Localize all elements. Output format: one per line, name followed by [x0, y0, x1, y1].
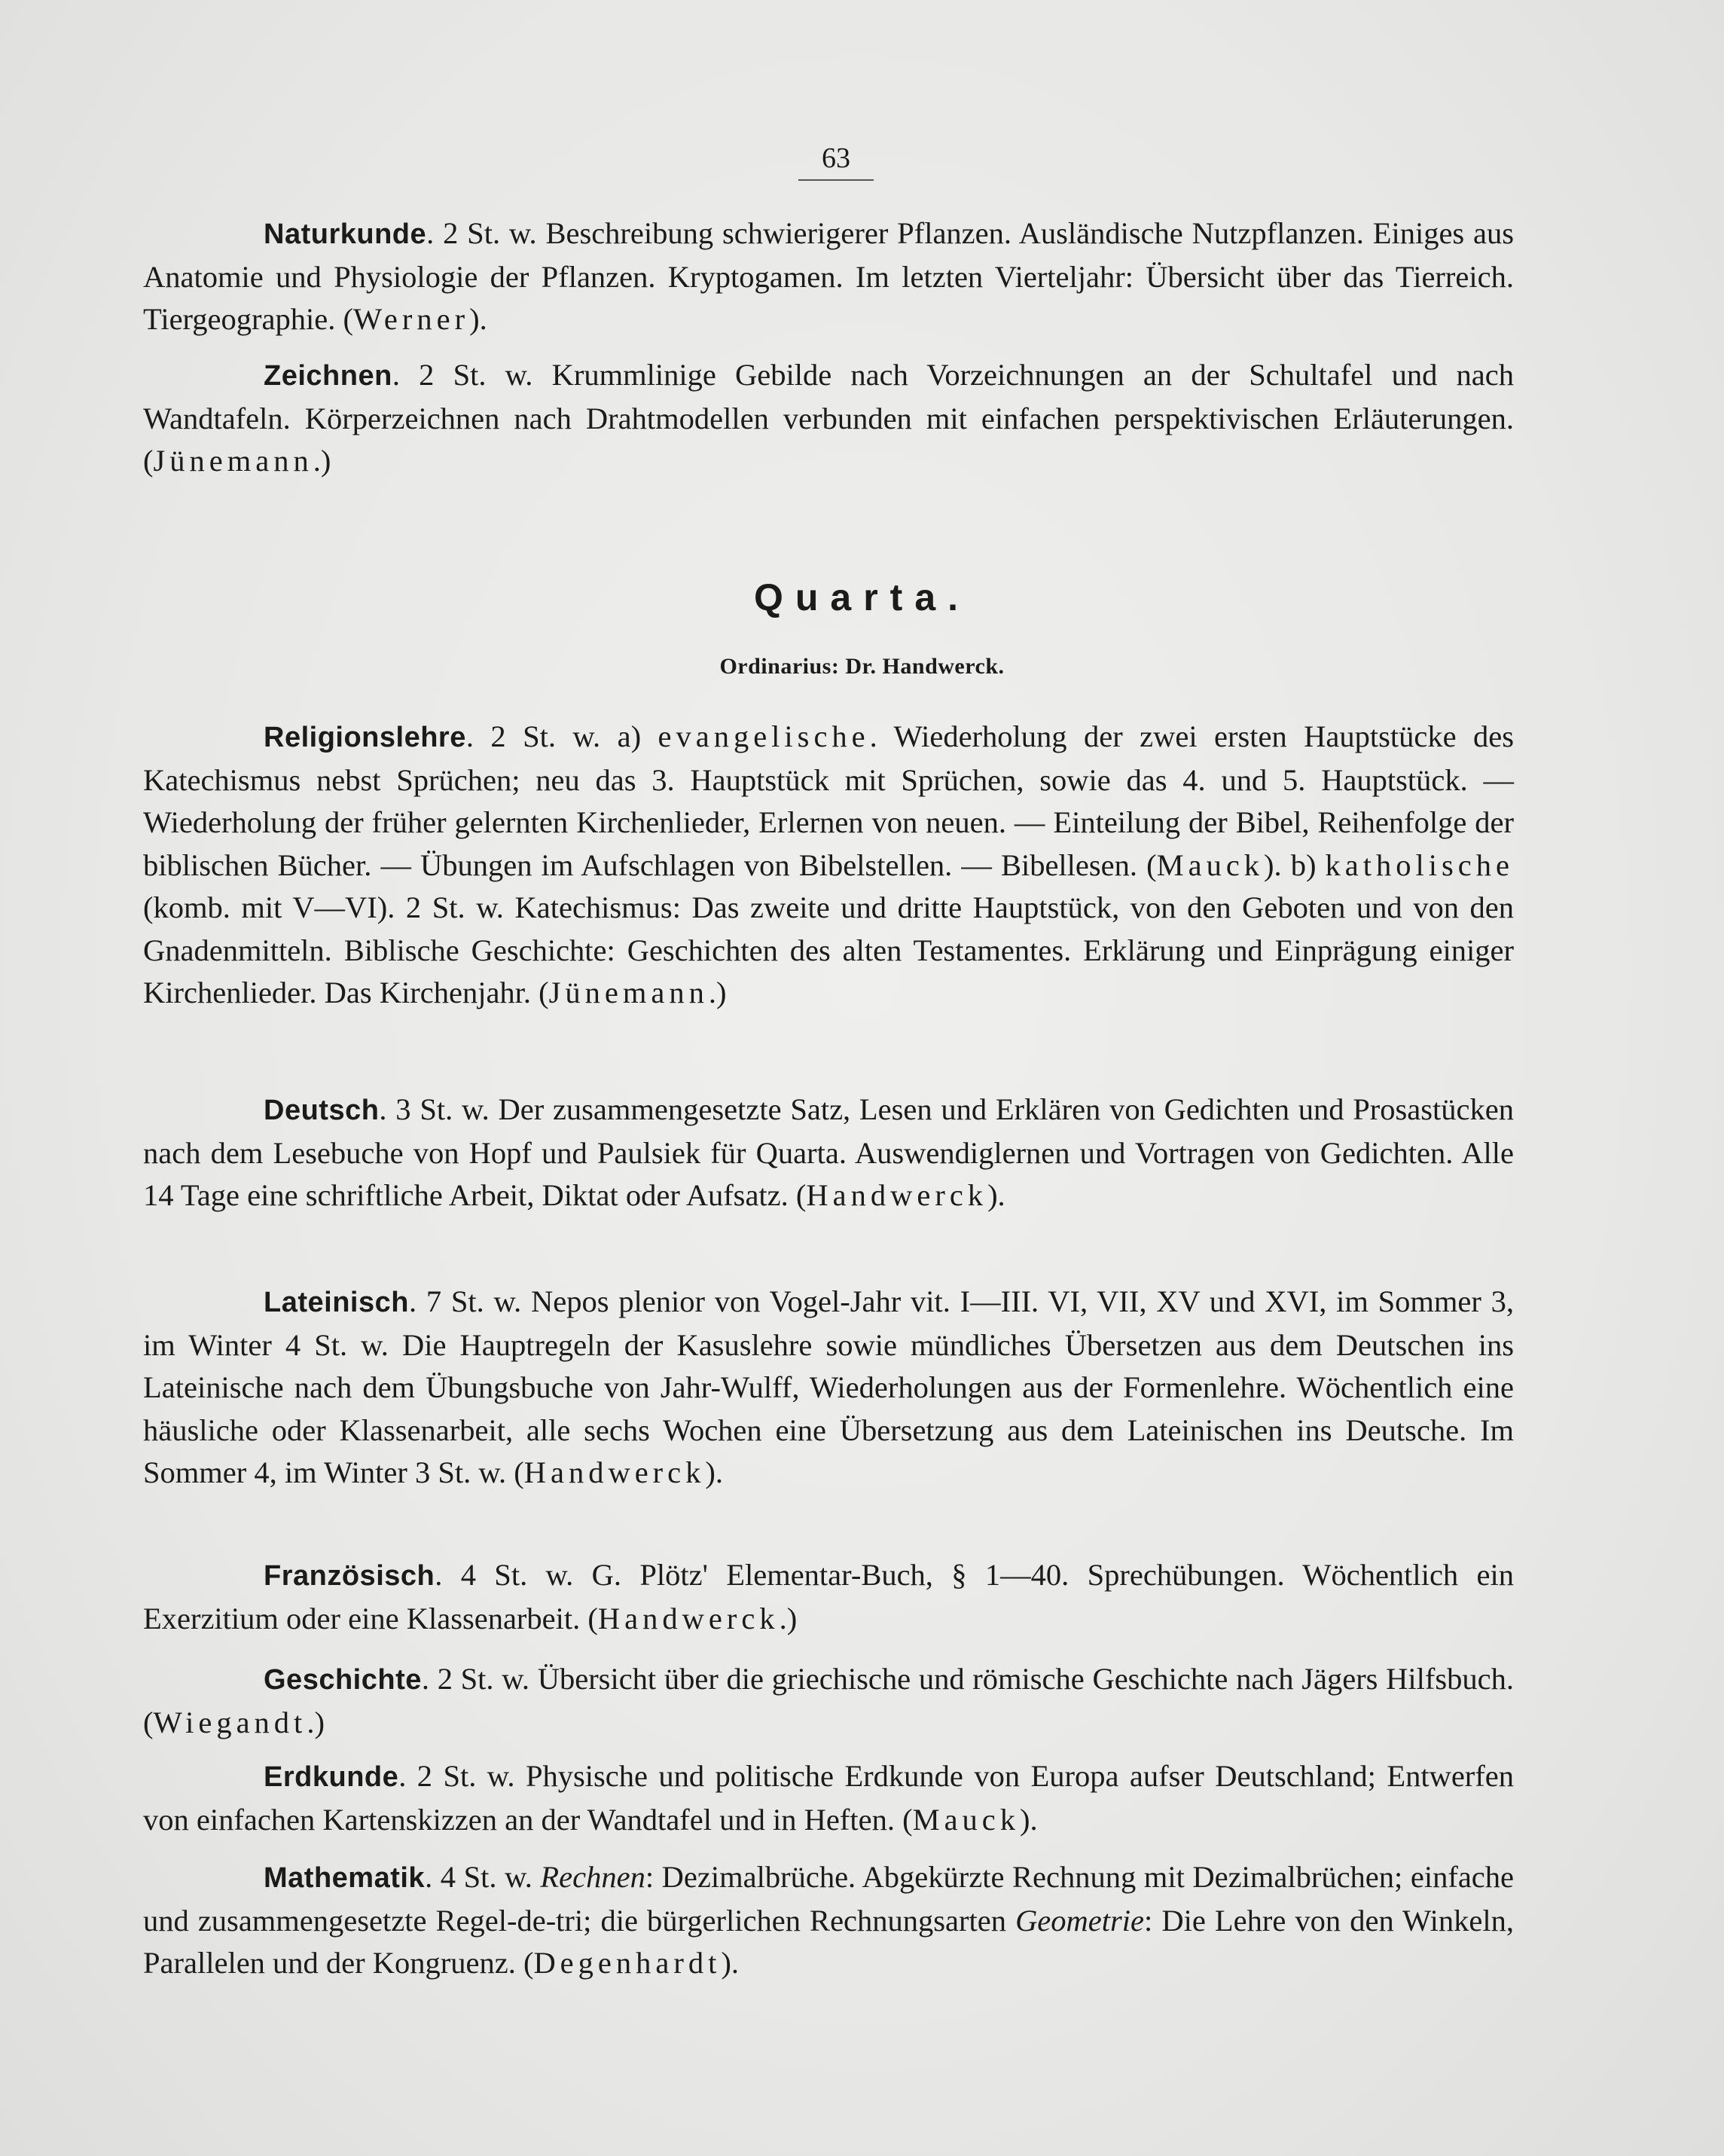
lateinisch-end: ). — [705, 1455, 724, 1489]
franzoesisch-end: .) — [779, 1601, 798, 1635]
religionslehre-teacher1: Mauck — [1156, 847, 1265, 882]
erdkunde-end: ). — [1020, 1802, 1038, 1837]
religionslehre-title: Religionslehre — [264, 722, 466, 753]
deutsch-teacher: Handwerck — [806, 1178, 988, 1212]
deutsch-text: . 3 St. w. Der zusammengesetzte Satz, Lesen und Erklären von Gedichten und Prosastücken nach dem Lesebuche von Hopf und Paulsiek für Quarta. Auswendiglernen und Vortragen von Gedichten. Alle 14 Tage eine schriftliche Arbeit, Diktat oder Aufsatz. ( — [143, 1092, 1514, 1212]
franzoesisch-title: Französisch — [264, 1560, 435, 1592]
religionslehre-katholisch: katholische — [1325, 847, 1514, 882]
mathematik-teacher: Degenhardt — [533, 1946, 722, 1980]
religionslehre-teacher2: Jünemann — [548, 976, 709, 1009]
erdkunde-title: Erdkunde — [264, 1761, 399, 1793]
naturkunde-title: Naturkunde — [264, 218, 427, 250]
mathematik-text3: : Die Lehre von den Winkeln, Parallelen und der Kongruenz. ( — [143, 1903, 1515, 1980]
page-number: 63 — [798, 142, 874, 181]
deutsch-paragraph — [143, 1089, 1514, 1217]
erdkunde-teacher: Mauck — [912, 1802, 1021, 1837]
franzoesisch-text: . 4 St. w. G. Plötz' Elementar-Buch, § 1—40. Sprechübungen. Wöchentlich ein Exerzitium oder eine Klassenarbeit. ( — [143, 1558, 1514, 1635]
mathematik-text1: . 4 St. w. — [425, 1860, 541, 1894]
mathematik-paragraph — [143, 1856, 1514, 1985]
religionslehre-end: .) — [708, 976, 727, 1009]
religionslehre-paragraph — [143, 716, 1514, 1015]
religionslehre-text3: ). b) — [1264, 847, 1326, 882]
zeichnen-text: . 2 St. w. Krummlinige Gebilde nach Vorzeichnungen an der Schultafel und nach Wandtafeln. Körperzeichnen nach Drahtmodellen verbunden mit einfachen perspektivischen Erläuterungen. ( — [143, 358, 1514, 478]
lateinisch-teacher: Handwerck — [523, 1455, 706, 1489]
erdkunde-text: . 2 St. w. Physische und politische Erdkunde von Europa aufser Deutschland; Entwerfen von einfachen Kartenskizzen an der Wandtafel und in Heften. ( — [143, 1759, 1514, 1837]
mathematik-text2: : Dezimalbrüche. Abgekürzte Rechnung mit Dezimalbrüchen; einfache und zusammengesetzte Regel-de-tri; die bürgerlichen Rechnungsarten — [143, 1860, 1514, 1938]
naturkunde-paragraph — [143, 212, 1514, 341]
ordinarius-line: Ordinarius: Dr. Handwerck. — [719, 654, 1005, 679]
geschichte-paragraph — [143, 1658, 1514, 1744]
lateinisch-text: . 7 St. w. Nepos plenior von Vogel-Jahr vit. I—III. VI, VII, XV und XVI, im Sommer 3, im Winter 4 St. w. Die Hauptregeln der Kasuslehre sowie mündliches Übersetzen aus dem Deutschen ins Lateinische nach dem Übungsbuche von Jahr-Wulff, Wiederholungen aus der Formenlehre. Wöchentlich eine häusliche oder Klassenarbeit, alle sechs Wochen eine Übersetzung aus dem Lateinischen ins Deutsche. Im Sommer 4, im Winter 3 St. w. ( — [143, 1284, 1514, 1489]
religionslehre-evangelisch: evangelische — [658, 719, 870, 753]
geschichte-text: . 2 St. w. Übersicht über die griechische und römische Geschichte nach Jägers Hilfsbuch. ( — [143, 1662, 1514, 1739]
franzoesisch-teacher: Handwerck — [597, 1601, 780, 1635]
naturkunde-teacher: Werner — [352, 302, 470, 336]
lateinisch-title: Lateinisch — [264, 1287, 409, 1318]
deutsch-title: Deutsch — [264, 1095, 380, 1126]
religionslehre-text1: . 2 St. w. a) — [465, 719, 658, 753]
religionslehre-text2: . Wiederholung der zwei ersten Hauptstücke des Katechismus nebst Sprüchen; neu das 3. Hauptstück mit Sprüchen, sowie das 4. und 5. Hauptstück. — Wiederholung der früher gelernten Kirchenlieder, Erlernen von neuen. — Einteilung der Bibel, Reihenfolge der biblischen Bücher. — Übungen im Aufschlagen von Bibelstellen. — Bibellesen. ( — [143, 719, 1514, 882]
zeichnen-end: .) — [313, 444, 331, 478]
zeichnen-paragraph — [143, 354, 1514, 483]
mathematik-geometrie: Geometrie — [1015, 1903, 1145, 1938]
geschichte-title: Geschichte — [264, 1664, 422, 1696]
zeichnen-title: Zeichnen — [264, 360, 392, 392]
naturkunde-end: ). — [469, 302, 487, 336]
geschichte-teacher: Wiegandt — [153, 1705, 307, 1739]
geschichte-end: .) — [307, 1705, 325, 1739]
mathematik-rechnen: Rechnen — [540, 1860, 645, 1894]
erdkunde-paragraph — [143, 1755, 1514, 1841]
mathematik-title: Mathematik — [264, 1862, 426, 1894]
zeichnen-teacher: Jünemann — [153, 444, 313, 478]
naturkunde-text: . 2 St. w. Beschreibung schwierigerer Pflanzen. Ausländische Nutzpflanzen. Einiges aus Anatomie und Physiologie der Pflanzen. Kryptogamen. Im letzten Vierteljahr: Übersicht über das Tierreich. Tiergeographie. ( — [143, 216, 1514, 336]
franzoesisch-paragraph — [143, 1554, 1514, 1640]
mathematik-end: ). — [721, 1946, 739, 1980]
section-heading: Quarta. — [753, 576, 971, 618]
religionslehre-text4: (komb. mit V—VI). 2 St. w. Katechismus: Das zweite und dritte Hauptstück, von den Geboten und von den Gnadenmitteln. Biblische Geschichte: Geschichten des alten Testamentes. Erklärung und Einprägung einiger Kirchenlieder. Das Kirchenjahr. ( — [143, 890, 1514, 1009]
deutsch-end: ). — [987, 1178, 1005, 1212]
lateinisch-paragraph — [143, 1281, 1514, 1495]
